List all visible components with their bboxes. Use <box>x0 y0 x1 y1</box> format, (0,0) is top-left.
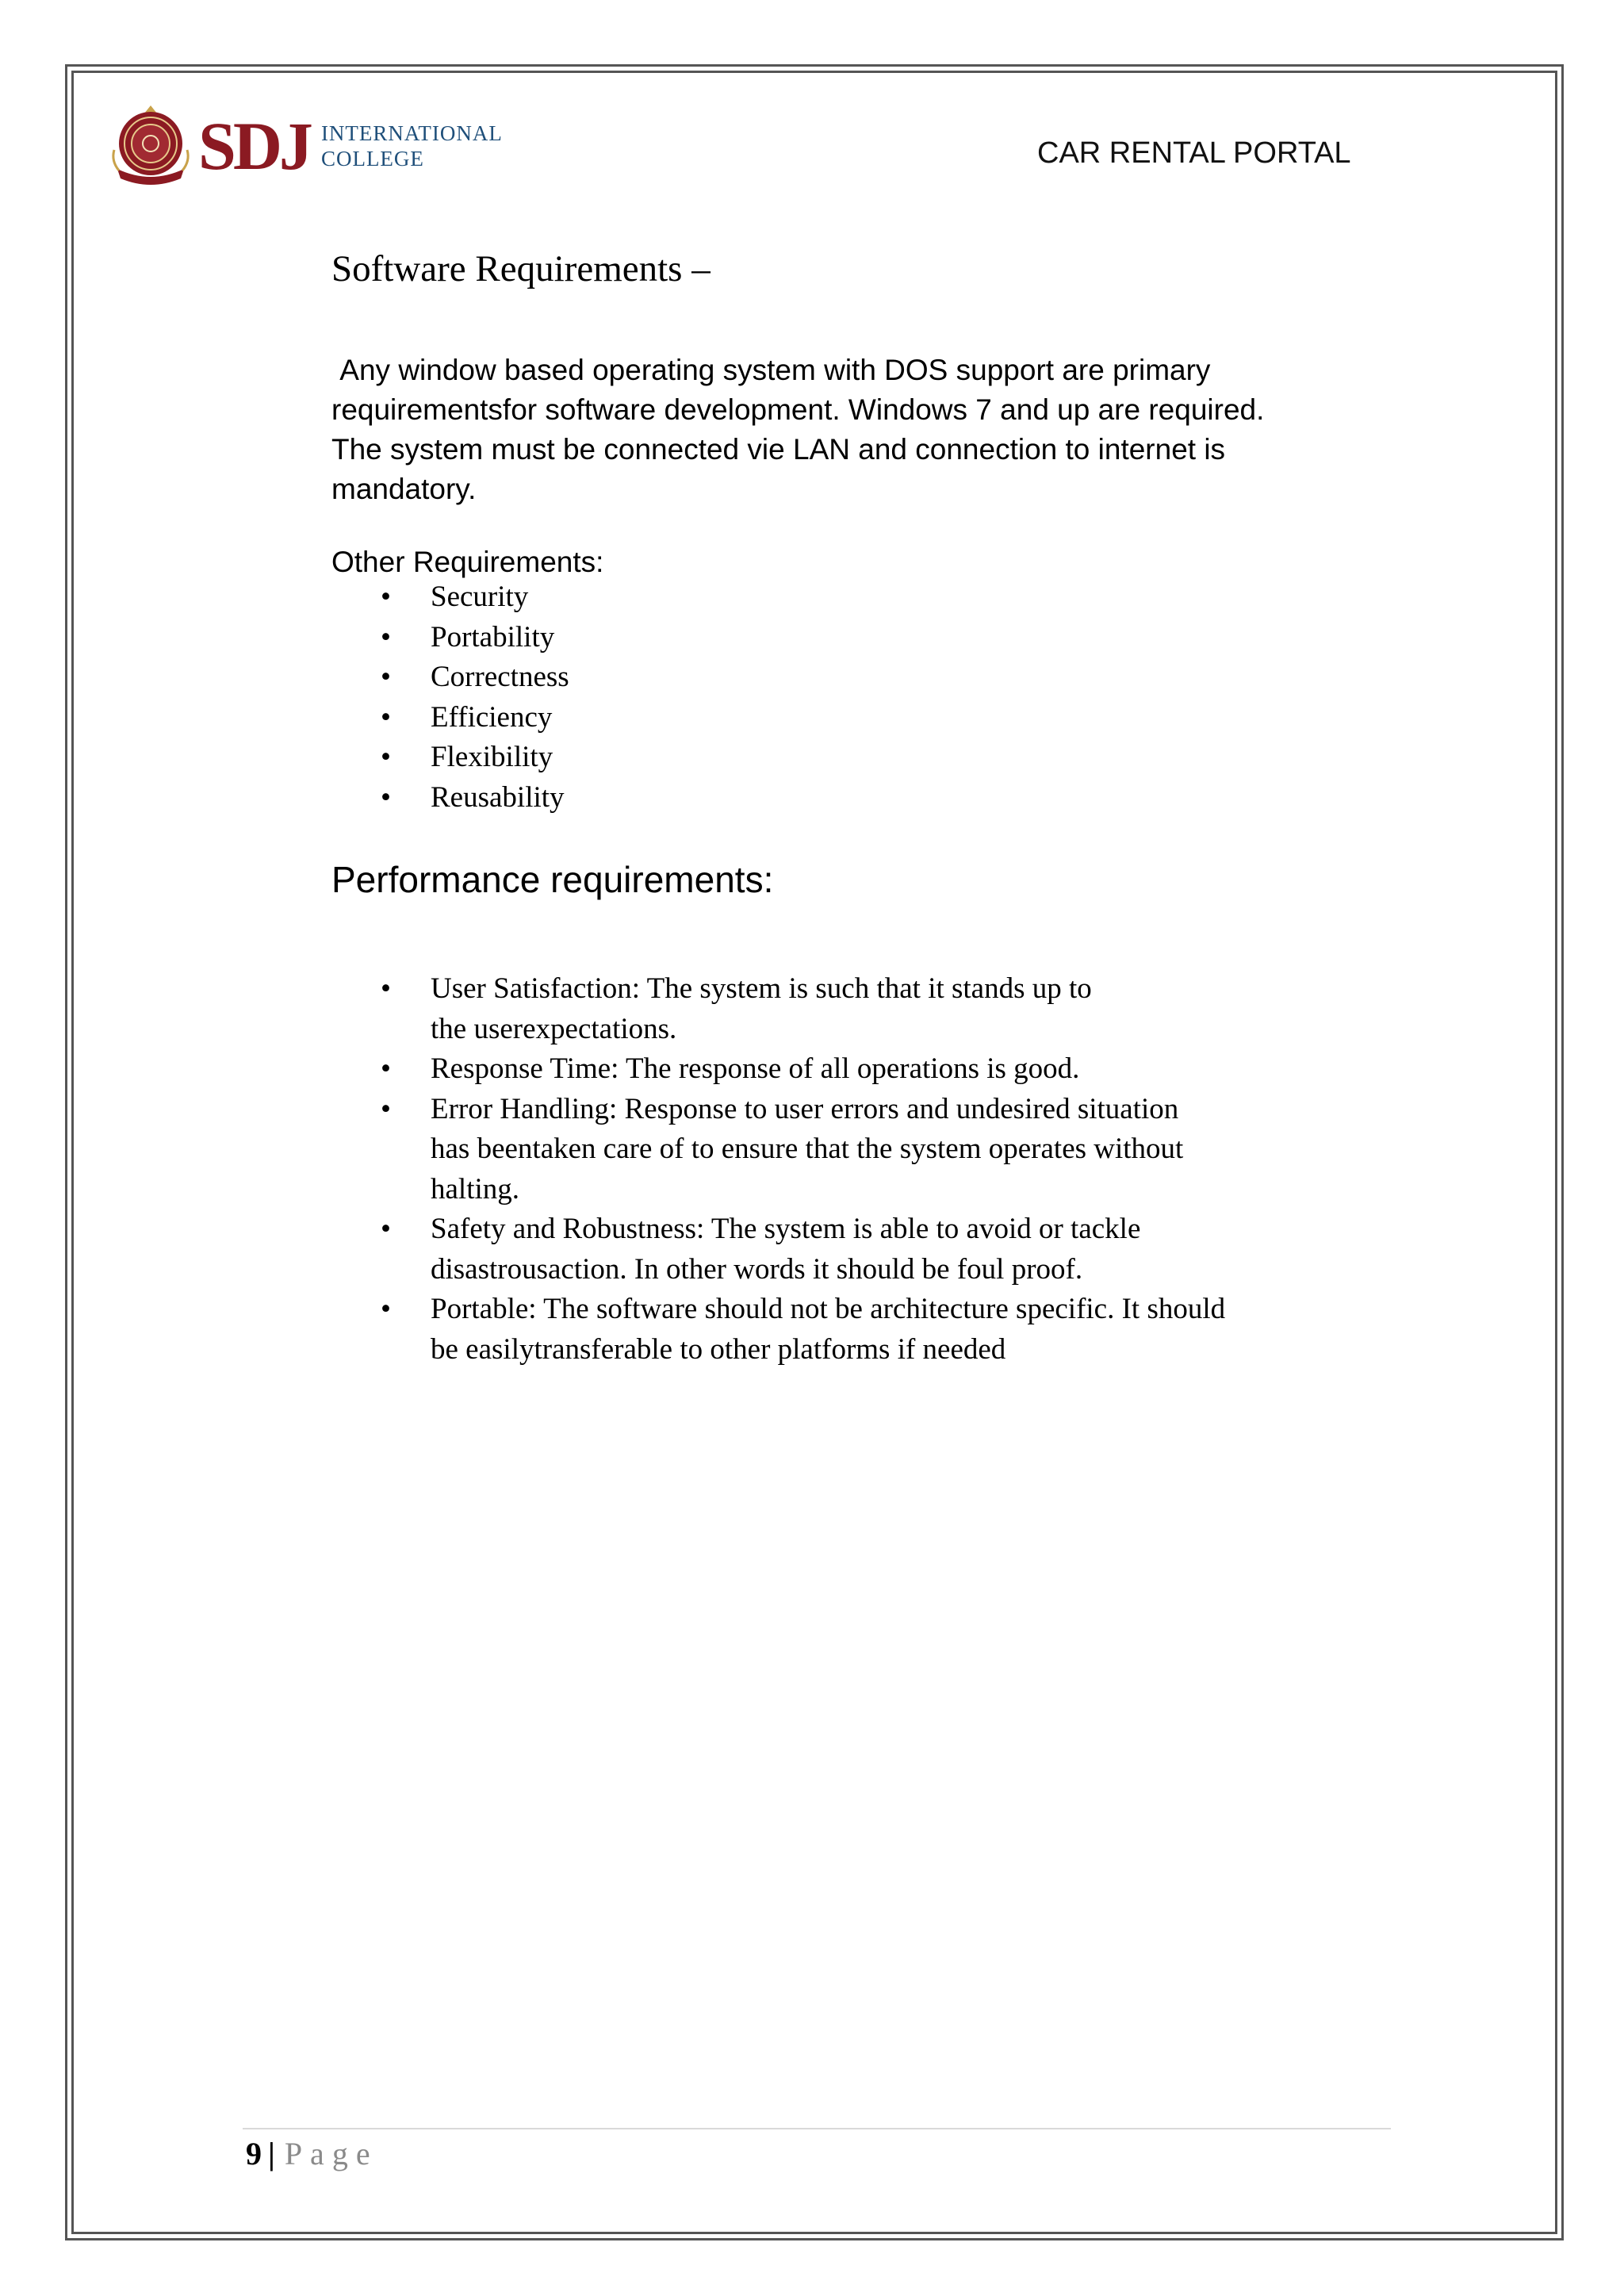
page-footer <box>246 2135 378 2172</box>
page-number: 9 <box>246 2136 262 2171</box>
college-logo <box>109 100 503 192</box>
logo-line-1: INTERNATIONAL <box>320 121 503 145</box>
bullet-icon: • <box>381 1293 391 1325</box>
list-item: • Efficiency <box>331 698 569 738</box>
document-header-title: CAR RENTAL PORTAL <box>1037 136 1351 170</box>
software-requirements-heading: Software Requirements – <box>331 248 710 289</box>
page-separator: | <box>268 2136 275 2171</box>
logo-line-2: COLLEGE <box>320 147 424 171</box>
list-item: • Safety and Robustness: The system is able to avoid or tackle disastrousaction. In other words it should be foul proof. <box>331 1209 1350 1290</box>
list-item: • Reusability <box>331 778 569 818</box>
page-word: Page <box>284 2136 378 2171</box>
bullet-icon: • <box>381 1213 391 1245</box>
list-item: • Flexibility <box>331 738 569 778</box>
logo-mark: SDJ <box>198 108 310 184</box>
performance-requirements-list <box>331 969 1350 1370</box>
bullet-icon: • <box>381 741 391 773</box>
performance-requirements-heading: Performance requirements: <box>331 859 774 900</box>
bullet-icon: • <box>381 661 391 693</box>
logo-wordmark <box>321 121 503 171</box>
list-item: • User Satisfaction: The system is such that it stands up to the userexpectations. <box>331 969 1350 1049</box>
bullet-icon: • <box>381 620 391 654</box>
list-item: • Error Handling: Response to user errors and undesired situation has beentaken care of to ensure that the system operates without halting. <box>331 1090 1350 1210</box>
list-item: • Security <box>331 577 569 618</box>
list-item: • Correctness <box>331 657 569 698</box>
software-requirements-paragraph: Any window based operating system with DOS support are primary requirementsfor software development. Windows 7 and up are required. The system must be connected vie LAN and connection to internet is mandatory. <box>331 354 1273 505</box>
bullet-icon: • <box>381 972 391 1005</box>
list-item: • Portability <box>331 618 569 658</box>
bullet-icon: • <box>381 780 391 814</box>
college-seal-icon <box>109 102 192 190</box>
footer-divider <box>243 2128 1391 2129</box>
other-requirements-list <box>331 577 569 818</box>
bullet-icon: • <box>381 1052 391 1085</box>
list-item: • Response Time: The response of all operations is good. <box>331 1049 1350 1090</box>
list-item: • Portable: The software should not be architecture specific. It should be easilytransferable to other platforms if needed <box>331 1290 1350 1370</box>
bullet-icon: • <box>381 700 391 734</box>
bullet-icon: • <box>381 1092 391 1125</box>
other-requirements-label: Other Requirements: <box>331 546 604 578</box>
bullet-icon: • <box>381 581 391 613</box>
